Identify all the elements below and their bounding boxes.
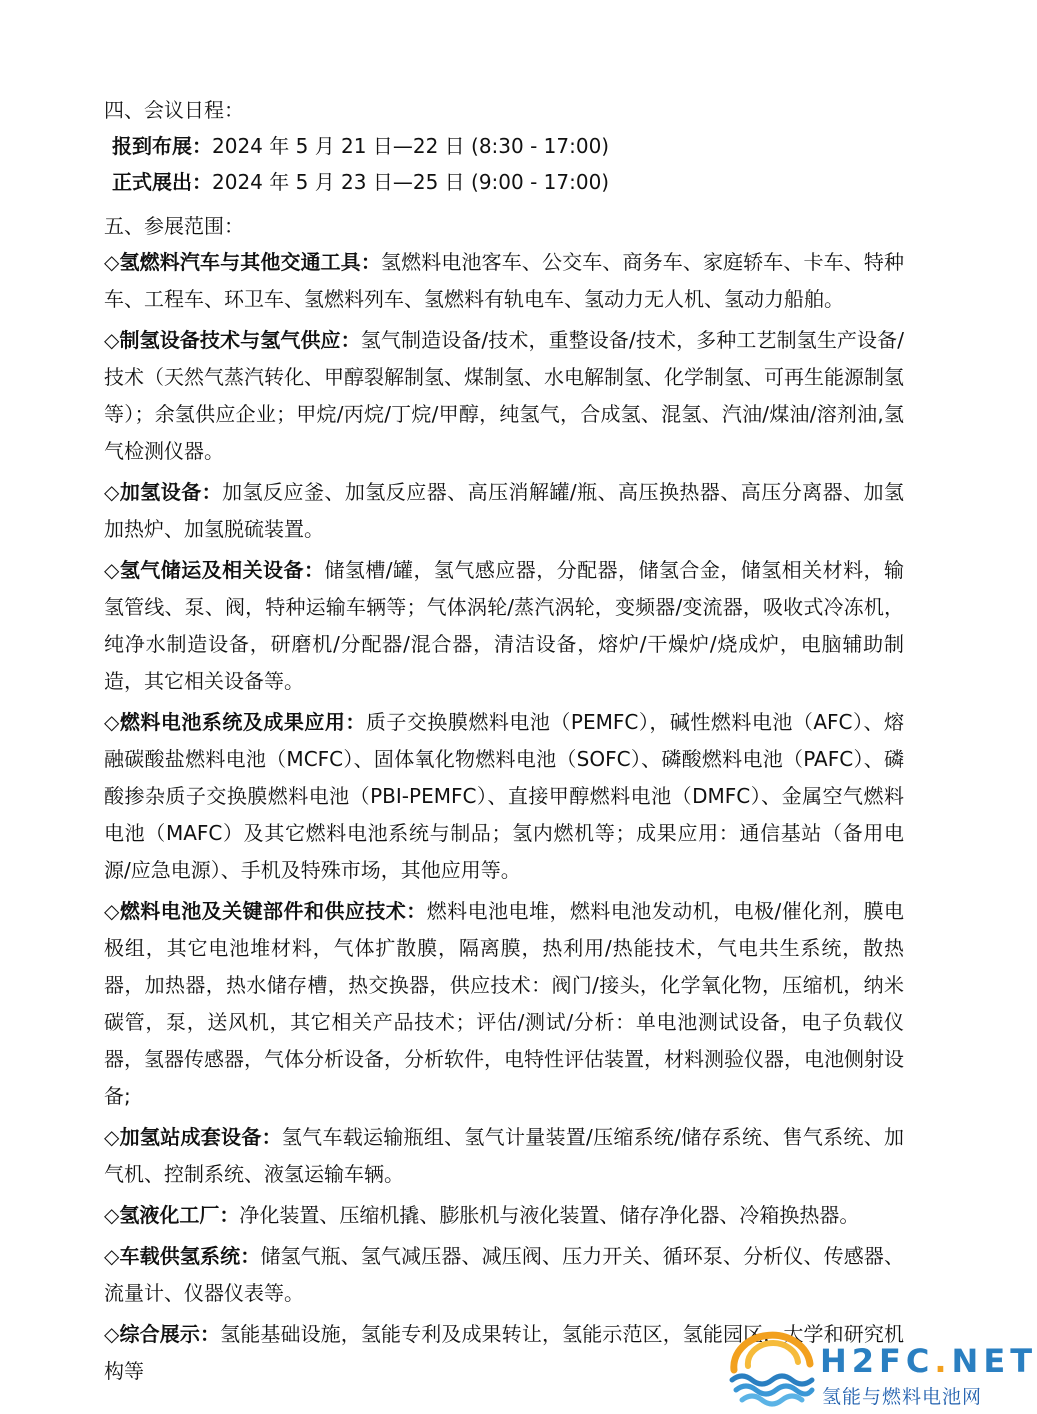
logo-name-tld: NET	[951, 1342, 1037, 1380]
scope-item-text: 储氢气瓶、氢气减压器、减压阀、压力开关、循环泵、分析仪、传感器、流量计、仪器仪表等。	[104, 1244, 904, 1305]
scope-item	[104, 704, 904, 889]
scope-item-label: ◇综合展示：	[104, 1322, 221, 1346]
scope-item	[104, 1119, 904, 1193]
scope-item-text: 加氢反应釜、加氢反应器、高压消解罐/瓶、高压换热器、高压分离器、加氢加热炉、加氢脱硫装置。	[104, 480, 904, 541]
scope-item-text: 储氢槽/罐，氢气感应器，分配器，储氢合金，储氢相关材料，输氢管线、泵、阀，特种运输车辆等；气体涡轮/蒸汽涡轮，变频器/变流器，吸收式冷冻机，纯净水制造设备，研磨机/分配器/混合器，清洁设备，熔炉/干燥炉/烧成炉，电脑辅助制造，其它相关设备等。	[104, 558, 904, 693]
section4-heading: 四、会议日程：	[104, 98, 244, 122]
document-body	[104, 92, 904, 1394]
scope-item-text: 氢气制造设备/技术，重整设备/技术，多种工艺制氢生产设备/技术（天然气蒸汽转化、甲醇裂解制氢、煤制氢、水电解制氢、化学制氢、可再生能源制氢等）；余氢供应企业；甲烷/丙烷/丁烷/甲醇，纯氢气，合成氢、混氢、汽油/煤油/溶剂油,氢气检测仪器。	[104, 328, 904, 463]
scope-item-text: 净化装置、压缩机撬、膨胀机与液化装置、储存净化器、冷箱换热器。	[239, 1203, 860, 1227]
scope-item-text: 氢燃料电池客车、公交车、商务车、家庭轿车、卡车、特种车、工程车、环卫车、氢燃料列车、氢燃料有轨电车、氢动力无人机、氢动力船舶。	[104, 250, 905, 311]
logo-subtitle: 氢能与燃料电池网	[822, 1386, 983, 1408]
scope-item-text: 氢能基础设施，氢能专利及成果转让，氢能示范区，氢能园区，大学和研究机构等	[104, 1322, 904, 1383]
scope-item-label: ◇氢气储运及相关设备：	[104, 558, 325, 582]
schedule-row-exhibition	[104, 164, 904, 200]
schedule-value: 2024 年 5 月 21 日—22 日 (8:30 - 17:00)	[212, 134, 610, 158]
scope-item-text: 燃料电池电堆，燃料电池发动机，电极/催化剂，膜电极组，其它电池堆材料，气体扩散膜，隔离膜，热利用/热能技术，气电共生系统，散热器，加热器，热水储存槽，热交换器，供应技术：阀门/接头，化学氧化物，压缩机，纳米碳管，泵，送风机，其它相关产品技术；评估/测试/分析：单电池测试设备，电子负载仪器，氢器传感器，气体分析设备，分析软件，电特性评估装置，材料测验仪器，电池侧射设备;	[104, 899, 904, 1108]
scope-item-label: ◇燃料电池及关键部件和供应技术：	[104, 899, 427, 923]
scope-item-label: ◇氢燃料汽车与其他交通工具：	[104, 250, 382, 274]
scope-item	[104, 244, 904, 318]
scope-item	[104, 1197, 904, 1234]
section5-heading: 五、参展范围：	[104, 214, 244, 238]
scope-item-text: 质子交换膜燃料电池（PEMFC），碱性燃料电池（AFC）、熔融碳酸盐燃料电池（MCFC）、固体氧化物燃料电池（SOFC）、磷酸燃料电池（PAFC）、磷酸掺杂质子交换膜燃料电池（PBI-PEMFC）、直接甲醇燃料电池（DMFC）、金属空气燃料电池（MAFC）及其它燃料电池系统与制品；氢内燃机等；成果应用：通信基站（备用电源/应急电源）、手机及特殊市场，其他应用等。	[104, 710, 904, 882]
site-logo	[728, 1340, 1037, 1412]
scope-item	[104, 1238, 904, 1312]
schedule-label: 报到布展：	[112, 134, 212, 158]
scope-item-label: ◇加氢站成套设备：	[104, 1125, 282, 1149]
scope-item-text: 氢气车载运输瓶组、氢气计量装置/压缩系统/储存系统、售气系统、加气机、控制系统、液氢运输车辆。	[104, 1125, 904, 1186]
schedule-row-setup	[104, 128, 904, 164]
logo-wordmark	[820, 1342, 1037, 1380]
scope-item-label: ◇加氢设备：	[104, 480, 223, 504]
logo-name-dot: .	[934, 1342, 952, 1380]
scope-item	[104, 552, 904, 700]
scope-item-label: ◇车载供氢系统：	[104, 1244, 261, 1268]
logo-name-main: H2FC	[820, 1342, 935, 1380]
scope-item	[104, 474, 904, 548]
scope-item	[104, 893, 904, 1115]
schedule-value: 2024 年 5 月 23 日—25 日 (9:00 - 17:00)	[212, 170, 610, 194]
scope-item	[104, 322, 904, 470]
wave-sun-logo-icon	[728, 1340, 816, 1406]
schedule-label: 正式展出：	[112, 170, 212, 194]
scope-item-label: ◇制氢设备技术与氢气供应：	[104, 328, 361, 352]
scope-item-label: ◇燃料电池系统及成果应用：	[104, 710, 366, 734]
scope-item-label: ◇氢液化工厂：	[104, 1203, 240, 1227]
